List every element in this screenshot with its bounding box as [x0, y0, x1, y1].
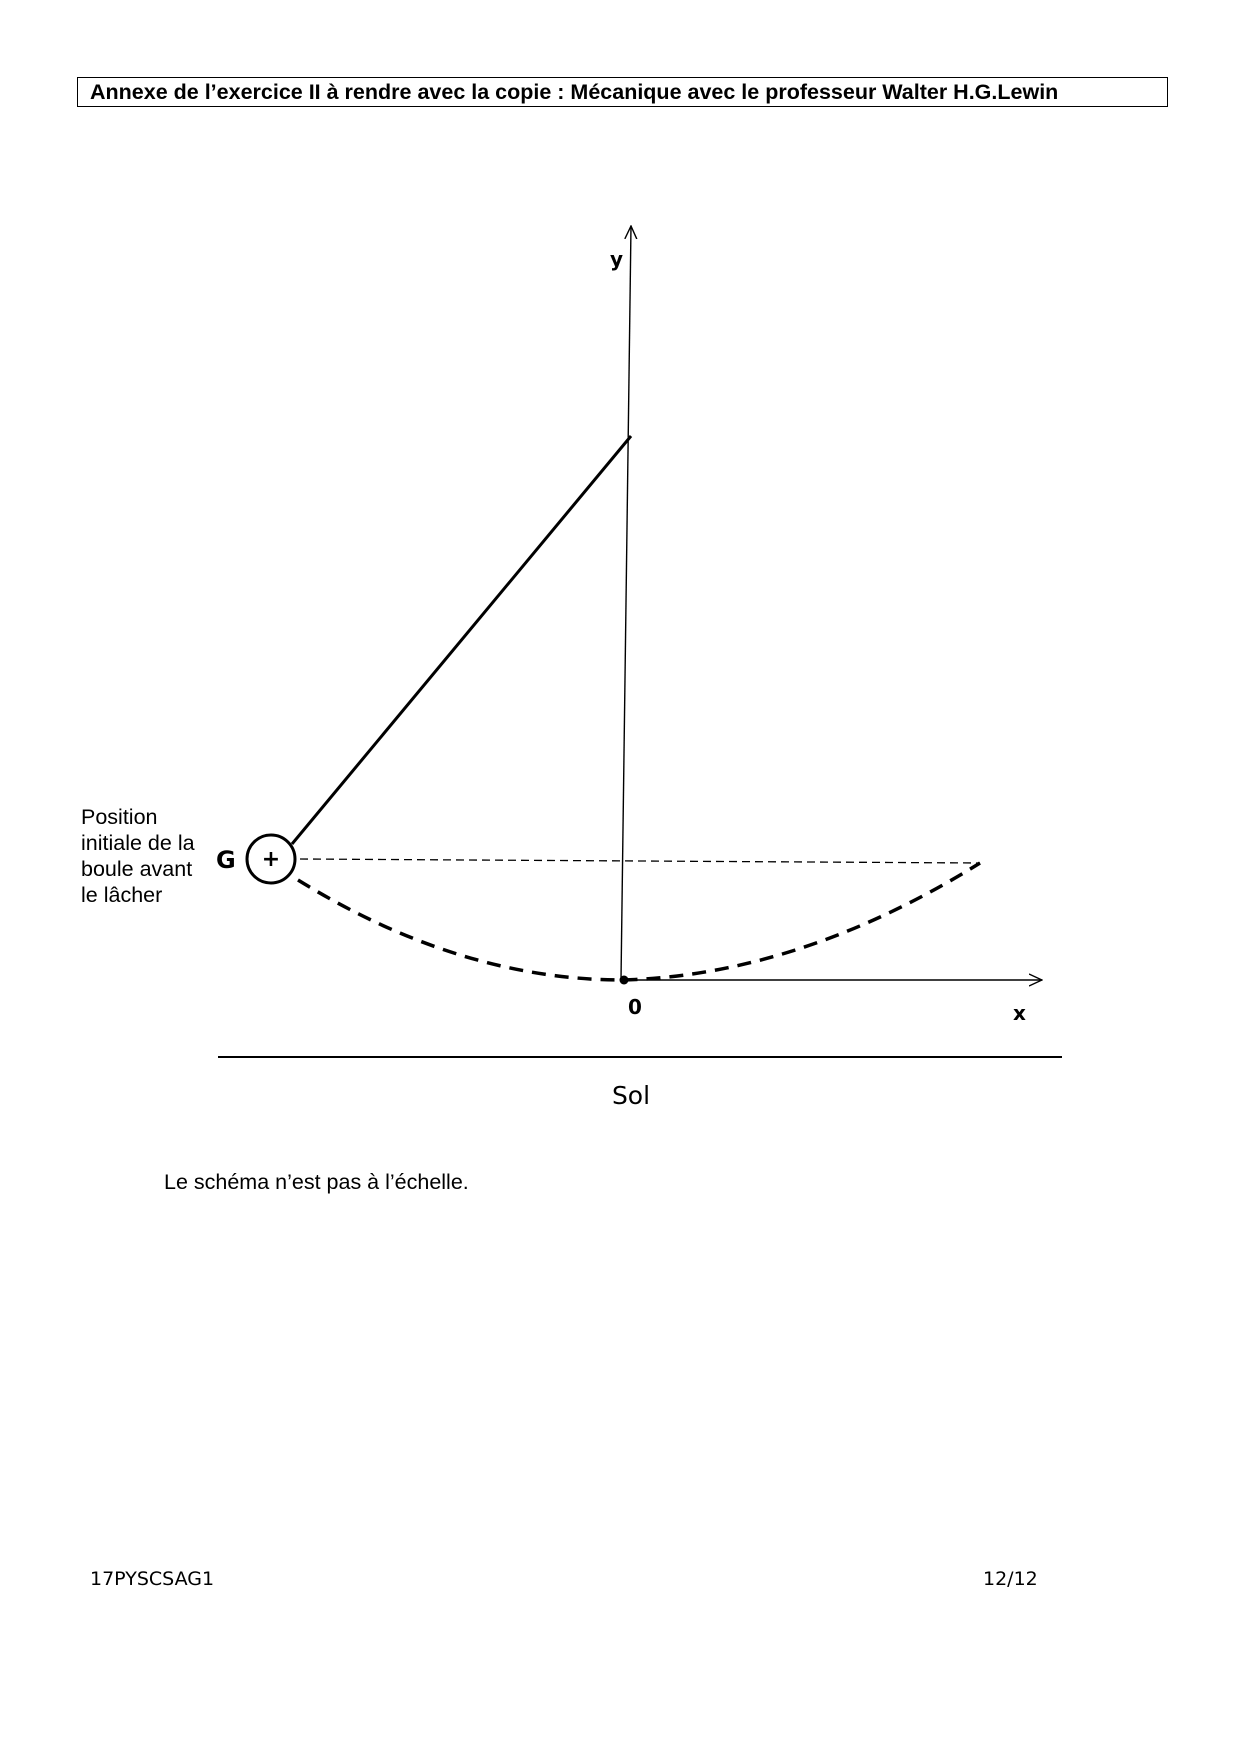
caption-line-4: le lâcher [81, 883, 163, 907]
point-label-g: G [216, 846, 236, 874]
ball-center-mark: + [261, 847, 281, 872]
y-axis [621, 226, 631, 980]
x-axis-label: x [1013, 1001, 1026, 1025]
scale-note: Le schéma n’est pas à l’échelle. [164, 1170, 469, 1194]
horizontal-reference-line [300, 859, 980, 863]
initial-position-caption [81, 804, 209, 908]
caption-line-1: Position [81, 805, 158, 829]
page-number: 12/12 [983, 1568, 1038, 1590]
y-axis-label: y [610, 247, 624, 271]
trajectory-arc [298, 863, 980, 980]
pendulum-string [292, 436, 631, 844]
caption-line-3: boule avant [81, 857, 193, 881]
page-title: Annexe de l’exercice II à rendre avec la copie : Mécanique avec le professeur Walter H.G.Lewin [77, 77, 1168, 107]
origin-point [620, 976, 629, 985]
origin-label: 0 [628, 995, 642, 1019]
caption-line-2: initiale de la [81, 831, 195, 855]
ground-label: Sol [611, 1081, 651, 1110]
document-code: 17PYSCSAG1 [90, 1568, 215, 1590]
